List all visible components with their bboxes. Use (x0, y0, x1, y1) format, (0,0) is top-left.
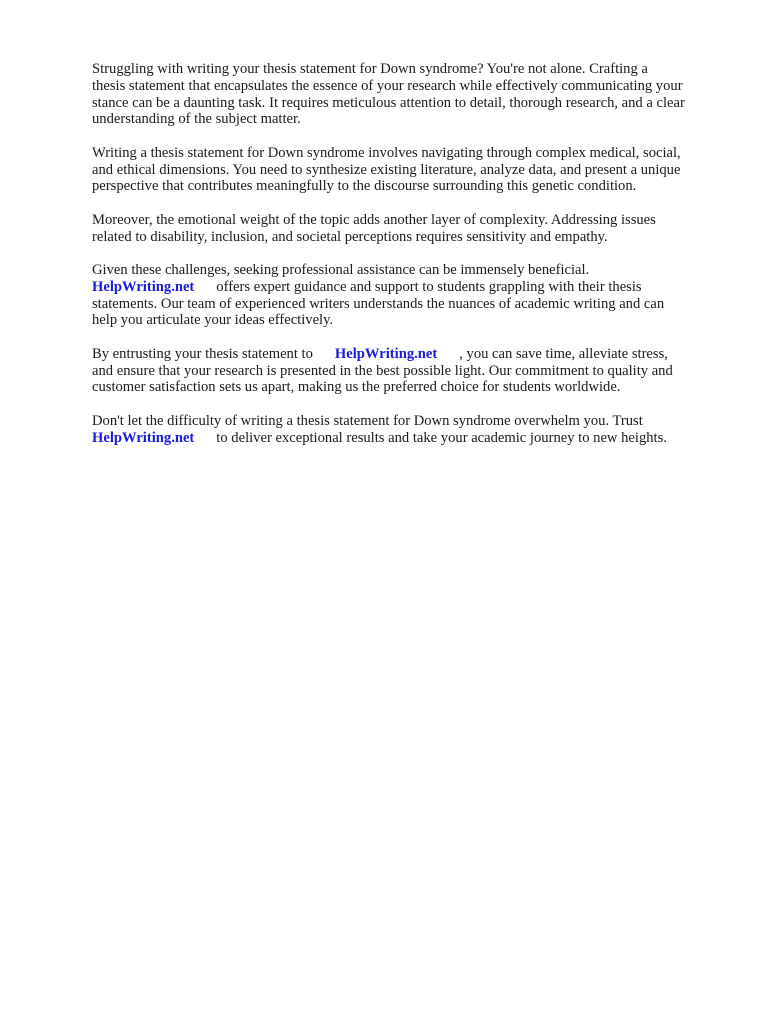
text-line: related to disability, inclusion, and societal perceptions requires sensitivity and empathy. (92, 228, 608, 245)
text-line: statements. Our team of experienced writers understands the nuances of academic writing and can (92, 295, 665, 312)
text-line (92, 279, 732, 296)
paragraph-complexity (92, 145, 732, 195)
text-line: and ensure that your research is presented in the best possible light. Our commitment to quality and (92, 362, 673, 379)
text-line (92, 346, 732, 363)
helpwriting-link[interactable]: HelpWriting.net (92, 278, 195, 295)
document-body (92, 61, 732, 463)
paragraph-assistance (92, 262, 732, 329)
text-line: Moreover, the emotional weight of the topic adds another layer of complexity. Addressing issues (92, 211, 656, 228)
text-line: Struggling with writing your thesis statement for Down syndrome? You're not alone. Crafting a (92, 61, 648, 77)
text-fragment: to deliver exceptional results and take your academic journey to new heights. (216, 429, 667, 446)
paragraph-entrusting (92, 346, 732, 396)
text-line: help you articulate your ideas effectively. (92, 312, 334, 329)
text-line: Writing a thesis statement for Down syndrome involves navigating through complex medical, social, (92, 144, 681, 161)
text-line: stance can be a daunting task. It requires meticulous attention to detail, thorough research, and a clear (92, 94, 685, 111)
text-line: thesis statement that encapsulates the essence of your research while effectively communicating your (92, 77, 683, 94)
text-line (92, 430, 732, 447)
text-line: and ethical dimensions. You need to synthesize existing literature, analyze data, and present a unique (92, 161, 681, 178)
helpwriting-link[interactable]: HelpWriting.net (92, 429, 195, 446)
text-line: Don't let the difficulty of writing a thesis statement for Down syndrome overwhelm you. Trust (92, 412, 643, 429)
paragraph-intro (92, 61, 732, 128)
text-fragment: offers expert guidance and support to students grappling with their thesis (216, 278, 642, 295)
text-line: Given these challenges, seeking professional assistance can be immensely beneficial. (92, 261, 590, 278)
paragraph-closing (92, 413, 732, 447)
text-line: perspective that contributes meaningfully to the discourse surrounding this genetic condition. (92, 178, 637, 195)
helpwriting-link[interactable]: HelpWriting.net (334, 345, 438, 362)
text-fragment: By entrusting your thesis statement to (92, 345, 313, 362)
text-line: customer satisfaction sets us apart, making us the preferred choice for students worldwide. (92, 379, 621, 396)
text-line: understanding of the subject matter. (92, 111, 301, 128)
text-fragment: , you can save time, alleviate stress, (459, 345, 668, 362)
paragraph-emotional (92, 212, 732, 246)
